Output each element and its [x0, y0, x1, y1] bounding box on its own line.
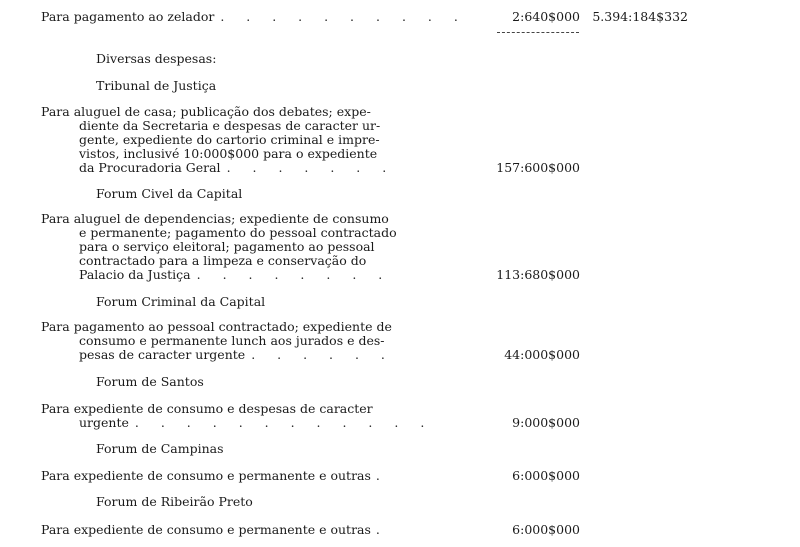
- entry-line: Para pagamento ao pessoal contractado; expediente de: [41, 319, 392, 334]
- entry-heading-tribunal: Tribunal de Justiça: [96, 78, 217, 93]
- entry-line: Para expediente de consumo e despesas de caracter: [41, 401, 373, 416]
- entry-last-line: [41, 468, 389, 483]
- entry-line: gente, expediente do cartorio criminal e impre-: [79, 132, 380, 147]
- entry-last-line: [41, 522, 389, 537]
- zelador-amount: 2:640$000: [512, 9, 580, 24]
- entry-line: consumo e permanente lunch aos jurados e des-: [79, 333, 385, 348]
- entry-line: Para aluguel de dependencias; expediente de consumo: [41, 211, 389, 226]
- entry-heading-civel: Forum Civel da Capital: [96, 186, 243, 201]
- entry-line: vistos, inclusivé 10:000$000 para o expediente: [79, 146, 378, 161]
- entry-last-text: Palacio da Justiça: [79, 267, 191, 282]
- zelador-line: [41, 9, 467, 24]
- entry-amount-ribeirao: 6:000$000: [512, 522, 580, 537]
- entry-heading-campinas: Forum de Campinas: [96, 441, 224, 456]
- entry-last-line: [79, 415, 434, 430]
- zelador-text: Para pagamento ao zelador: [41, 9, 215, 24]
- entry-leader: . . . . . . . .: [196, 267, 392, 282]
- entry-line: diente da Secretaria e despesas de caracter ur-: [79, 118, 381, 133]
- entry-amount-tribunal: 157:600$000: [496, 160, 580, 175]
- entry-last-text: Para expediente de consumo e permanente e outras: [41, 468, 371, 483]
- entry-last-line: [79, 267, 392, 282]
- entry-leader: .: [375, 468, 389, 483]
- entry-heading-criminal: Forum Criminal da Capital: [96, 294, 266, 309]
- entry-last-text: da Procuradoria Geral: [79, 160, 221, 175]
- entry-last-line: [79, 160, 396, 175]
- entry-heading-ribeirao: Forum de Ribeirão Preto: [96, 494, 253, 509]
- entry-leader: .: [375, 522, 389, 537]
- entry-leader: . . . . . . .: [226, 160, 396, 175]
- entry-last-text: urgente: [79, 415, 129, 430]
- entry-amount-civel: 113:680$000: [496, 267, 580, 282]
- entry-heading-santos: Forum de Santos: [96, 374, 204, 389]
- entry-amount-campinas: 6:000$000: [512, 468, 580, 483]
- grand-total: 5.394:184$332: [592, 9, 688, 24]
- entry-amount-santos: 9:000$000: [512, 415, 580, 430]
- section-title: Diversas despesas:: [96, 51, 217, 66]
- entry-leader: . . . . . . . . . . . .: [134, 415, 434, 430]
- entry-line: contractado para a limpeza e conservação do: [79, 253, 367, 268]
- zelador-leader: . . . . . . . . . .: [220, 9, 467, 24]
- sum-rule: [497, 32, 579, 33]
- entry-line: para o serviço eleitoral; pagamento ao pessoal: [79, 239, 375, 254]
- entry-line: Para aluguel de casa; publicação dos debates; expe-: [41, 104, 371, 119]
- entry-last-text: Para expediente de consumo e permanente e outras: [41, 522, 371, 537]
- entry-last-text: pesas de caracter urgente: [79, 347, 246, 362]
- entry-line: e permanente; pagamento do pessoal contractado: [79, 225, 397, 240]
- entry-amount-criminal: 44:000$000: [504, 347, 580, 362]
- entry-leader: . . . . . .: [251, 347, 394, 362]
- entry-last-line: [79, 347, 394, 362]
